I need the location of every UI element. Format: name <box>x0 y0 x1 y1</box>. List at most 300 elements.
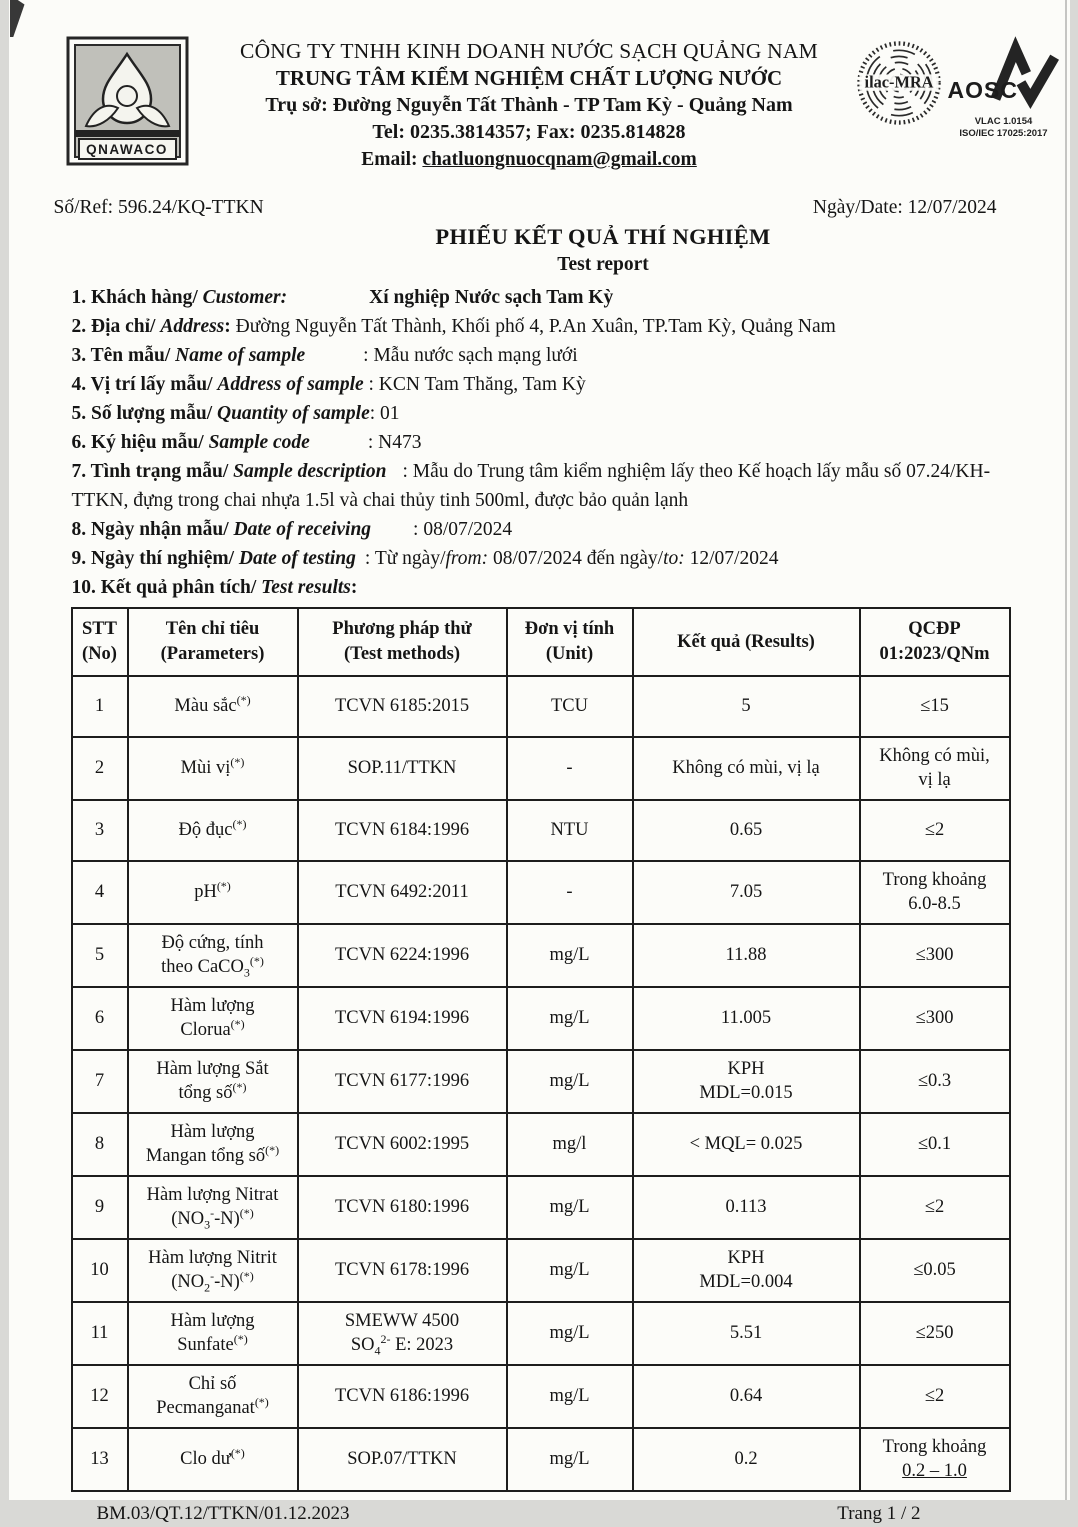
text-segment: mg/L <box>549 945 589 965</box>
text-segment: to: <box>663 548 685 569</box>
table-cell <box>507 1176 633 1239</box>
table-cell <box>72 861 128 924</box>
text-segment: ≤2 <box>925 820 944 840</box>
cell-line <box>132 617 294 642</box>
text-segment: 0.65 <box>730 820 762 840</box>
text-segment: 12 <box>90 1386 109 1406</box>
cell-line <box>864 1322 1006 1346</box>
table-cell <box>860 861 1010 924</box>
cell-line <box>864 617 1006 642</box>
text-segment: -N) <box>214 1209 240 1229</box>
text-segment: : Mẫu nước sạch mạng lưới <box>363 345 578 366</box>
ref-number <box>54 195 264 221</box>
table-row <box>72 987 1010 1050</box>
email-address: chatluongnuocqnam@gmail.com <box>422 149 696 170</box>
table-cell <box>507 987 633 1050</box>
text-segment: TCVN 6224:1996 <box>335 945 469 965</box>
table-row <box>72 1050 1010 1113</box>
svg-text:QNAWACO: QNAWACO <box>86 142 168 157</box>
text-segment: ≤2 <box>925 1386 944 1406</box>
text-segment: tổng số <box>179 1083 233 1103</box>
text-segment: (No) <box>82 644 117 664</box>
text-segment: : 01 <box>370 403 400 424</box>
text-segment: Address of sample <box>217 374 363 395</box>
text-segment: 9. Ngày thí nghiệm/ <box>72 548 239 569</box>
text-segment: (*) <box>234 1331 248 1345</box>
cell-line <box>302 1196 503 1220</box>
info-line <box>72 573 1009 602</box>
text-segment: mg/L <box>549 1386 589 1406</box>
cell-line <box>637 1196 856 1220</box>
text-segment: 3 <box>204 1217 210 1231</box>
cell-line <box>511 1133 629 1157</box>
text-segment: Xí nghiệp Nước sạch Tam Kỳ <box>369 287 613 308</box>
tab-space <box>356 563 365 564</box>
aosc-label: AOSC <box>948 77 1018 104</box>
cell-line <box>132 1019 294 1043</box>
text-segment: (*) <box>240 1268 254 1282</box>
table-cell <box>633 1113 860 1176</box>
table-cell <box>633 676 860 737</box>
text-segment: (*) <box>255 1394 269 1408</box>
table-cell <box>860 987 1010 1050</box>
column-header <box>507 608 633 676</box>
cell-line <box>76 881 124 905</box>
table-cell <box>128 1239 298 1302</box>
table-cell <box>860 1428 1010 1491</box>
table-cell <box>507 800 633 861</box>
cell-line <box>132 995 294 1019</box>
text-segment: (*) <box>232 1079 246 1093</box>
cell-line <box>132 1448 294 1472</box>
column-header <box>298 608 507 676</box>
text-segment: (*) <box>237 693 251 707</box>
cell-line <box>511 757 629 781</box>
cell-line <box>302 695 503 719</box>
text-segment: - <box>566 758 572 778</box>
ref-date-row <box>54 195 1009 221</box>
text-segment: TCVN 6184:1996 <box>335 820 469 840</box>
text-segment: mg/L <box>549 1260 589 1280</box>
table-cell <box>298 1428 507 1491</box>
cell-line <box>637 1247 856 1271</box>
cell-line <box>637 944 856 968</box>
qnawaco-logo <box>66 36 189 171</box>
table-cell <box>633 1428 860 1491</box>
table-cell <box>507 861 633 924</box>
text-segment: Hàm lượng <box>170 996 254 1016</box>
text-segment: Pecmanganat <box>156 1398 255 1418</box>
text-segment: 8 <box>95 1134 104 1154</box>
table-cell <box>633 1302 860 1365</box>
text-segment: 10. Kết quả phân tích/ <box>72 577 262 598</box>
text-segment: 5 <box>95 945 104 965</box>
table-cell <box>72 1113 128 1176</box>
table-row <box>72 1365 1010 1428</box>
text-segment: Hàm lượng Nitrit <box>148 1248 277 1268</box>
table-row <box>72 861 1010 924</box>
cell-line <box>132 1271 294 1295</box>
cell-line <box>76 695 124 719</box>
cell-line <box>132 1247 294 1271</box>
text-segment: : 08/07/2024 <box>413 519 512 540</box>
cell-line <box>864 1436 1006 1460</box>
text-segment: TCVN 6180:1996 <box>335 1197 469 1217</box>
table-cell <box>507 1113 633 1176</box>
svg-text:ilac-MRA: ilac-MRA <box>864 72 933 91</box>
table-cell <box>128 1113 298 1176</box>
text-segment: Mùi vị <box>181 758 231 778</box>
cell-line <box>637 1271 856 1295</box>
cell-line <box>132 1058 294 1082</box>
cell-line <box>302 757 503 781</box>
text-segment: ≤0.1 <box>918 1134 951 1154</box>
cell-line <box>864 1460 1006 1484</box>
column-header <box>128 608 298 676</box>
table-cell <box>72 676 128 737</box>
document-page <box>9 0 1070 1500</box>
cell-line <box>637 1007 856 1031</box>
text-segment: ≤2 <box>925 1197 944 1217</box>
table-cell <box>128 1365 298 1428</box>
text-segment: Không có mùi, vị lạ <box>672 758 819 778</box>
text-segment: Độ đục <box>179 820 233 840</box>
text-segment: : <box>351 577 358 598</box>
table-cell <box>128 924 298 987</box>
table-cell <box>633 800 860 861</box>
cell-line <box>511 1448 629 1472</box>
info-line <box>72 341 1009 370</box>
cell-line <box>76 944 124 968</box>
table-cell <box>72 1365 128 1428</box>
text-segment: SOP.11/TTKN <box>348 758 457 778</box>
text-segment: Không có mùi, <box>879 746 989 766</box>
table-cell <box>860 800 1010 861</box>
cell-line <box>864 944 1006 968</box>
footer-form-code: BM.03/QT.12/TTKN/01.12.2023 <box>97 1501 350 1527</box>
cell-line <box>302 617 503 642</box>
cell-line <box>302 881 503 905</box>
table-cell <box>298 987 507 1050</box>
org-tel-fax: Tel: 0235.3814357; Fax: 0235.814828 <box>203 119 856 146</box>
text-segment: 0.2 – 1.0 <box>902 1461 967 1481</box>
text-segment: (Parameters) <box>161 644 265 664</box>
aosc-logo <box>948 40 1060 118</box>
table-cell <box>633 737 860 800</box>
cell-line <box>637 1448 856 1472</box>
table-cell <box>72 1050 128 1113</box>
table-cell <box>128 1176 298 1239</box>
cell-line <box>864 1385 1006 1409</box>
info-line <box>72 515 1009 544</box>
text-segment: Tên chỉ tiêu <box>166 619 260 639</box>
table-cell <box>507 1302 633 1365</box>
report-date <box>813 195 997 221</box>
cell-line <box>864 893 1006 917</box>
cell-line <box>76 1385 124 1409</box>
results-table-head-row <box>72 608 1010 676</box>
text-segment: Phương pháp thử <box>332 619 471 639</box>
table-cell <box>298 1176 507 1239</box>
text-segment: : <box>224 316 235 337</box>
cell-line <box>302 1007 503 1031</box>
ref-value: 596.24/KQ-TTKN <box>118 197 264 218</box>
table-row <box>72 800 1010 861</box>
text-segment: STT <box>82 619 117 639</box>
text-segment: theo CaCO <box>161 957 244 977</box>
text-segment: SOP.07/TTKN <box>347 1449 456 1469</box>
text-segment: ≤300 <box>916 945 954 965</box>
text-segment: (NO <box>171 1272 204 1292</box>
text-segment: : Mẫu do Trung tâm kiểm nghiệm lấy theo Kế hoạch lấy mẫu số 07.24/KH-TTKN, đựng trong chai nhựa 1.5l và chai thủy tinh 500ml, được bảo quản lạnh <box>72 461 991 511</box>
text-segment: 0.64 <box>730 1386 762 1406</box>
cell-line <box>76 1196 124 1220</box>
text-segment: pH <box>194 882 217 902</box>
cell-line <box>864 1196 1006 1220</box>
cell-line <box>637 881 856 905</box>
text-segment: (*) <box>231 1446 245 1460</box>
text-segment: QCĐP <box>908 619 960 639</box>
text-segment: 5.51 <box>730 1323 762 1343</box>
text-segment: 11.005 <box>721 1008 771 1028</box>
text-segment: TCVN 6492:2011 <box>335 882 468 902</box>
tab-space <box>371 534 413 535</box>
table-cell <box>633 1176 860 1239</box>
text-segment: Chỉ số <box>189 1374 237 1394</box>
table-cell <box>298 861 507 924</box>
cell-line <box>511 1322 629 1346</box>
cell-line <box>132 695 294 719</box>
table-row <box>72 1239 1010 1302</box>
cell-line <box>511 944 629 968</box>
cell-line <box>864 745 1006 769</box>
cell-line <box>302 1070 503 1094</box>
table-row <box>72 676 1010 737</box>
table-cell <box>633 987 860 1050</box>
table-cell <box>860 1365 1010 1428</box>
text-segment: Hàm lượng Nitrat <box>147 1185 279 1205</box>
table-cell <box>298 924 507 987</box>
ilac-mra-logo-icon <box>856 40 942 126</box>
org-address: Trụ sở: Đường Nguyễn Tất Thành - TP Tam Kỳ - Quảng Nam <box>203 92 856 119</box>
column-header <box>72 608 128 676</box>
cell-line <box>302 819 503 843</box>
text-segment: mg/L <box>549 1071 589 1091</box>
results-table <box>71 607 1011 1492</box>
table-cell <box>507 1365 633 1428</box>
cell-line <box>864 769 1006 793</box>
cell-line <box>76 1070 124 1094</box>
text-segment: 4 <box>374 1343 380 1357</box>
text-segment: (*) <box>231 1016 245 1030</box>
table-cell <box>507 924 633 987</box>
text-segment: 7 <box>95 1071 104 1091</box>
info-line <box>72 544 1009 573</box>
cell-line <box>76 757 124 781</box>
cell-line <box>132 956 294 980</box>
table-cell <box>633 1050 860 1113</box>
column-header <box>860 608 1010 676</box>
cell-line <box>511 819 629 843</box>
text-segment: Màu sắc <box>174 696 236 716</box>
cell-line <box>864 869 1006 893</box>
table-row <box>72 1176 1010 1239</box>
table-cell <box>860 924 1010 987</box>
text-segment: (Test methods) <box>344 644 460 664</box>
cell-line <box>132 1373 294 1397</box>
text-segment: Date of testing <box>239 548 356 569</box>
date-label: Ngày/Date: <box>813 197 903 218</box>
cell-line <box>132 1121 294 1145</box>
tab-space <box>305 360 363 361</box>
cell-line <box>76 642 124 667</box>
cell-line <box>511 1007 629 1031</box>
cell-line <box>302 1334 503 1358</box>
text-segment: Đường Nguyễn Tất Thành, Khối phố 4, P.An Xuân, TP.Tam Kỳ, Quảng Nam <box>236 316 836 337</box>
table-cell <box>298 1239 507 1302</box>
accreditation-numbers <box>948 116 1060 140</box>
text-segment: from: <box>446 548 489 569</box>
center-name: TRUNG TÂM KIỂM NGHIỆM CHẤT LƯỢNG NƯỚC <box>203 65 856 92</box>
info-line <box>72 399 1009 428</box>
text-segment: mg/L <box>549 1323 589 1343</box>
table-cell <box>507 1428 633 1491</box>
text-segment: 7. Tình trạng mẫu/ <box>72 461 234 482</box>
text-segment: 11.88 <box>726 945 767 965</box>
tab-space <box>310 447 368 448</box>
text-segment: - <box>210 1268 214 1282</box>
text-segment: mg/L <box>549 1449 589 1469</box>
table-cell <box>72 800 128 861</box>
table-cell <box>860 676 1010 737</box>
info-list <box>72 283 1009 602</box>
cell-line <box>76 1007 124 1031</box>
cell-line <box>511 695 629 719</box>
page-title: PHIẾU KẾT QUẢ THÍ NGHIỆM <box>126 222 1078 252</box>
text-segment: TCVN 6002:1995 <box>335 1134 469 1154</box>
table-cell <box>72 1239 128 1302</box>
table-cell <box>298 1365 507 1428</box>
cell-line <box>302 642 503 667</box>
text-segment: Address <box>160 316 224 337</box>
cell-line <box>76 617 124 642</box>
org-header-text <box>189 36 856 173</box>
text-segment: Clo dư <box>180 1449 231 1469</box>
table-cell <box>633 924 860 987</box>
cell-line <box>637 1082 856 1106</box>
text-segment: mg/l <box>553 1134 587 1154</box>
text-segment: ≤300 <box>916 1008 954 1028</box>
table-cell <box>860 1113 1010 1176</box>
text-segment: ≤15 <box>920 696 949 716</box>
cell-line <box>637 1133 856 1157</box>
text-segment: Đơn vị tính <box>525 619 614 639</box>
tab-space <box>386 476 402 477</box>
cell-line <box>132 1397 294 1421</box>
text-segment: (Unit) <box>546 644 593 664</box>
text-segment: 7.05 <box>730 882 762 902</box>
text-segment: E: 2023 <box>390 1335 453 1355</box>
text-segment: (*) <box>250 953 264 967</box>
table-cell <box>128 987 298 1050</box>
text-segment: ≤0.05 <box>913 1260 956 1280</box>
text-segment: Hàm lượng Sắt <box>156 1059 268 1079</box>
text-segment: ≤250 <box>916 1323 954 1343</box>
text-segment: 2 <box>95 758 104 778</box>
info-line <box>72 428 1009 457</box>
cell-line <box>511 642 629 667</box>
text-segment: - <box>210 1205 214 1219</box>
cell-line <box>511 1385 629 1409</box>
table-cell <box>128 737 298 800</box>
ref-label: Số/Ref: <box>54 197 114 218</box>
text-segment: : Từ ngày/ <box>365 548 446 569</box>
cell-line <box>864 1133 1006 1157</box>
text-segment: KPH <box>727 1248 764 1268</box>
table-cell <box>72 987 128 1050</box>
text-segment: 6. Ký hiệu mẫu/ <box>72 432 209 453</box>
tab-space <box>287 302 369 303</box>
text-segment: SO <box>351 1335 375 1355</box>
cell-line <box>132 1145 294 1169</box>
cell-line <box>76 1322 124 1346</box>
text-segment: 13 <box>90 1449 109 1469</box>
cell-line <box>132 1310 294 1334</box>
text-segment: 2 <box>204 1280 210 1294</box>
cell-line <box>864 1070 1006 1094</box>
cell-line <box>511 881 629 905</box>
cell-line <box>302 1259 503 1283</box>
cell-line <box>132 1334 294 1358</box>
text-segment: 4. Vị trí lấy mẫu/ <box>72 374 218 395</box>
date-value: 12/07/2024 <box>908 197 997 218</box>
table-cell <box>860 1302 1010 1365</box>
header-section <box>9 0 1070 173</box>
iso-standard: ISO/IEC 17025:2017 <box>948 128 1060 140</box>
text-segment: Sample description <box>233 461 386 482</box>
table-row <box>72 924 1010 987</box>
cell-line <box>302 1310 503 1334</box>
text-segment: SMEWW 4500 <box>345 1311 459 1331</box>
email-label: Email: <box>361 149 417 170</box>
info-line <box>72 457 1009 515</box>
table-cell <box>860 1050 1010 1113</box>
table-cell <box>72 1428 128 1491</box>
cell-line <box>637 630 856 655</box>
text-segment: : KCN Tam Thăng, Tam Kỳ <box>364 374 586 395</box>
text-segment: 6.0-8.5 <box>908 894 960 914</box>
text-segment: NTU <box>550 820 588 840</box>
cell-line <box>637 1385 856 1409</box>
text-segment: 3 <box>244 965 250 979</box>
text-segment: Quantity of sample <box>217 403 370 424</box>
text-segment: Customer: <box>203 287 288 308</box>
text-segment: Hàm lượng <box>170 1122 254 1142</box>
text-segment: KPH <box>727 1059 764 1079</box>
text-segment: TCVN 6194:1996 <box>335 1008 469 1028</box>
text-segment: Sunfate <box>177 1335 234 1355</box>
text-segment: Trong khoảng <box>883 870 987 890</box>
table-cell <box>298 1113 507 1176</box>
footer-page-number: Trang 1 / 2 <box>837 1501 920 1527</box>
cell-line <box>132 1184 294 1208</box>
table-cell <box>72 924 128 987</box>
cell-line <box>637 757 856 781</box>
cell-line <box>76 1259 124 1283</box>
text-segment: (*) <box>217 879 231 893</box>
cell-line <box>76 1448 124 1472</box>
cell-line <box>302 944 503 968</box>
